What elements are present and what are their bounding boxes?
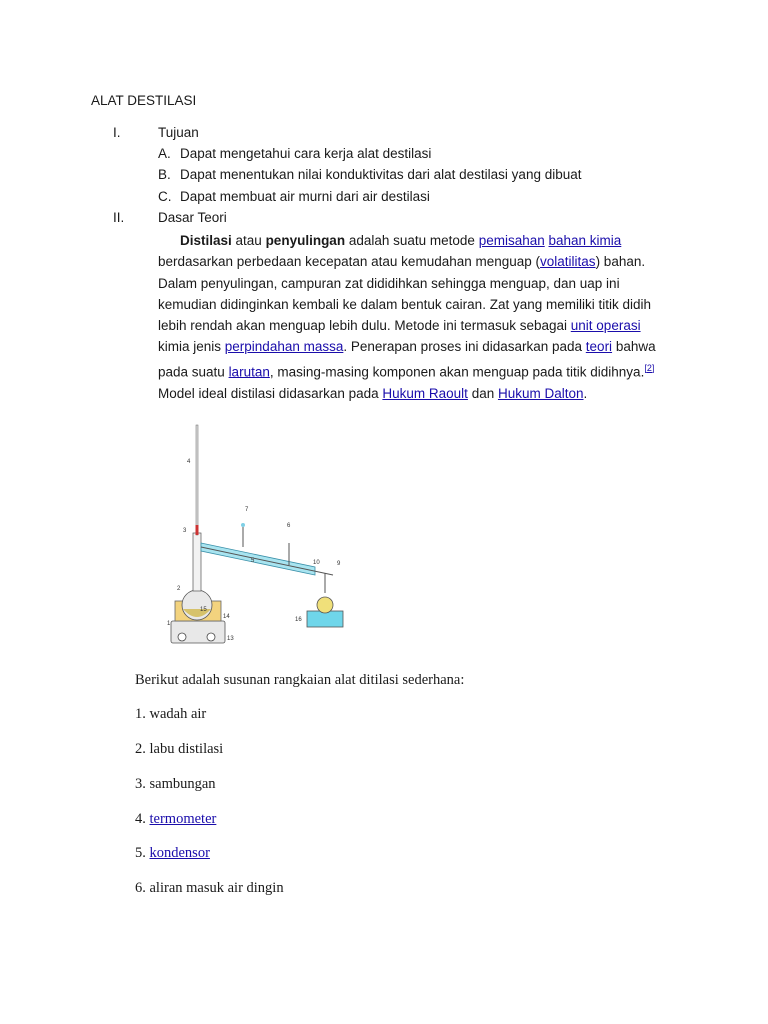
term-penyulingan: penyulingan bbox=[265, 233, 346, 248]
text-span: kimia jenis bbox=[158, 339, 225, 355]
label-15: 15 bbox=[200, 607, 207, 613]
link-larutan[interactable]: larutan bbox=[228, 364, 270, 380]
text-span: pada suatu bbox=[158, 364, 229, 380]
list-item-2: 2. labu distilasi bbox=[135, 741, 224, 757]
label-10: 10 bbox=[313, 560, 320, 566]
list-intro: Berikut adalah susunan rangkaian alat ditilasi sederhana: bbox=[135, 672, 465, 688]
objective-c-mark: C. bbox=[158, 189, 172, 204]
list-item-1: 1. wadah air bbox=[135, 706, 207, 722]
label-9: 9 bbox=[337, 561, 341, 567]
objective-b-text: Dapat menentukan nilai konduktivitas dari alat destilasi yang dibuat bbox=[180, 167, 582, 182]
objective-c-text: Dapat membuat air murni dari air destilasi bbox=[180, 189, 430, 204]
section-2-number: II. bbox=[113, 210, 125, 225]
receiving-flask bbox=[317, 597, 333, 613]
objective-a-mark: A. bbox=[158, 146, 171, 161]
citation-link[interactable]: [2] bbox=[644, 362, 655, 373]
link-unit-operasi[interactable]: unit operasi bbox=[570, 318, 641, 334]
objective-c bbox=[158, 189, 430, 204]
hotplate-knob-left bbox=[178, 633, 186, 641]
theory-paragraph bbox=[158, 230, 678, 404]
paragraph-line-3: Dalam penyulingan, campuran zat dididihkan sehingga menguap, dan uap ini bbox=[158, 275, 620, 291]
list-item-4-number: 4. bbox=[135, 811, 150, 827]
text-span: adalah suatu metode bbox=[345, 233, 479, 248]
list-item-5-number: 5. bbox=[135, 845, 150, 861]
text-span: atau bbox=[231, 233, 266, 248]
objective-a bbox=[158, 146, 431, 161]
objective-b-mark: B. bbox=[158, 167, 171, 182]
term-distilasi: Distilasi bbox=[180, 233, 232, 248]
text-span: , masing-masing komponen akan menguap pada titik didihnya. bbox=[269, 364, 645, 380]
label-5: 5 bbox=[251, 558, 255, 564]
paragraph-line-4: kemudian didinginkan kembali ke dalam bentuk cairan. Zat yang memiliki titik didih bbox=[158, 296, 651, 312]
text-span: bahwa bbox=[612, 339, 656, 355]
label-14: 14 bbox=[223, 614, 230, 620]
label-3: 3 bbox=[183, 528, 187, 534]
document-title: ALAT DESTILASI bbox=[91, 93, 197, 108]
section-2-heading: Dasar Teori bbox=[158, 210, 227, 225]
text-span: berdasarkan perbedaan kecepatan atau kemudahan menguap ( bbox=[158, 254, 541, 270]
label-13: 13 bbox=[227, 636, 234, 642]
text-span: dan bbox=[467, 385, 498, 401]
water-outlet-tip bbox=[241, 523, 245, 527]
label-1: 1 bbox=[167, 621, 171, 627]
link-hukum-dalton[interactable]: Hukum Dalton bbox=[497, 385, 584, 401]
objective-b bbox=[158, 167, 582, 182]
flask-neck bbox=[193, 533, 201, 591]
section-1-number: I. bbox=[113, 125, 121, 140]
distillation-apparatus-figure bbox=[165, 415, 365, 655]
list-item-3: 3. sambungan bbox=[135, 776, 216, 792]
ice-bath bbox=[307, 611, 343, 627]
text-span: . Penerapan proses ini didasarkan pada bbox=[343, 339, 586, 355]
link-volatilitas[interactable]: volatilitas bbox=[540, 254, 596, 270]
thermometer bbox=[196, 425, 198, 535]
label-16: 16 bbox=[295, 617, 302, 623]
label-7: 7 bbox=[245, 507, 249, 513]
link-termometer[interactable]: termometer bbox=[149, 811, 217, 827]
text-span: . bbox=[583, 385, 588, 401]
label-4: 4 bbox=[187, 459, 191, 465]
link-pemisahan[interactable]: pemisahan bbox=[478, 233, 545, 248]
link-teori[interactable]: teori bbox=[585, 339, 613, 355]
list-item-6: 6. aliran masuk air dingin bbox=[135, 880, 284, 896]
section-1-heading: Tujuan bbox=[158, 125, 199, 140]
list-item-4 bbox=[135, 811, 216, 828]
label-2: 2 bbox=[177, 586, 181, 592]
link-perpindahan-massa[interactable]: perpindahan massa bbox=[224, 339, 344, 355]
link-hukum-raoult[interactable]: Hukum Raoult bbox=[382, 385, 468, 401]
label-6: 6 bbox=[287, 523, 291, 529]
list-item-5 bbox=[135, 845, 210, 862]
text-span: ) bahan. bbox=[595, 254, 646, 270]
hotplate-knob-right bbox=[207, 633, 215, 641]
thermometer-bulb bbox=[196, 525, 199, 535]
link-bahan-kimia[interactable]: bahan kimia bbox=[548, 233, 622, 248]
text-span: lebih rendah akan menguap lebih dulu. Metode ini termasuk sebagai bbox=[158, 318, 571, 334]
link-kondensor[interactable]: kondensor bbox=[149, 845, 210, 861]
text-span: Model ideal distilasi didasarkan pada bbox=[158, 385, 383, 401]
objective-a-text: Dapat mengetahui cara kerja alat destilasi bbox=[180, 146, 432, 161]
